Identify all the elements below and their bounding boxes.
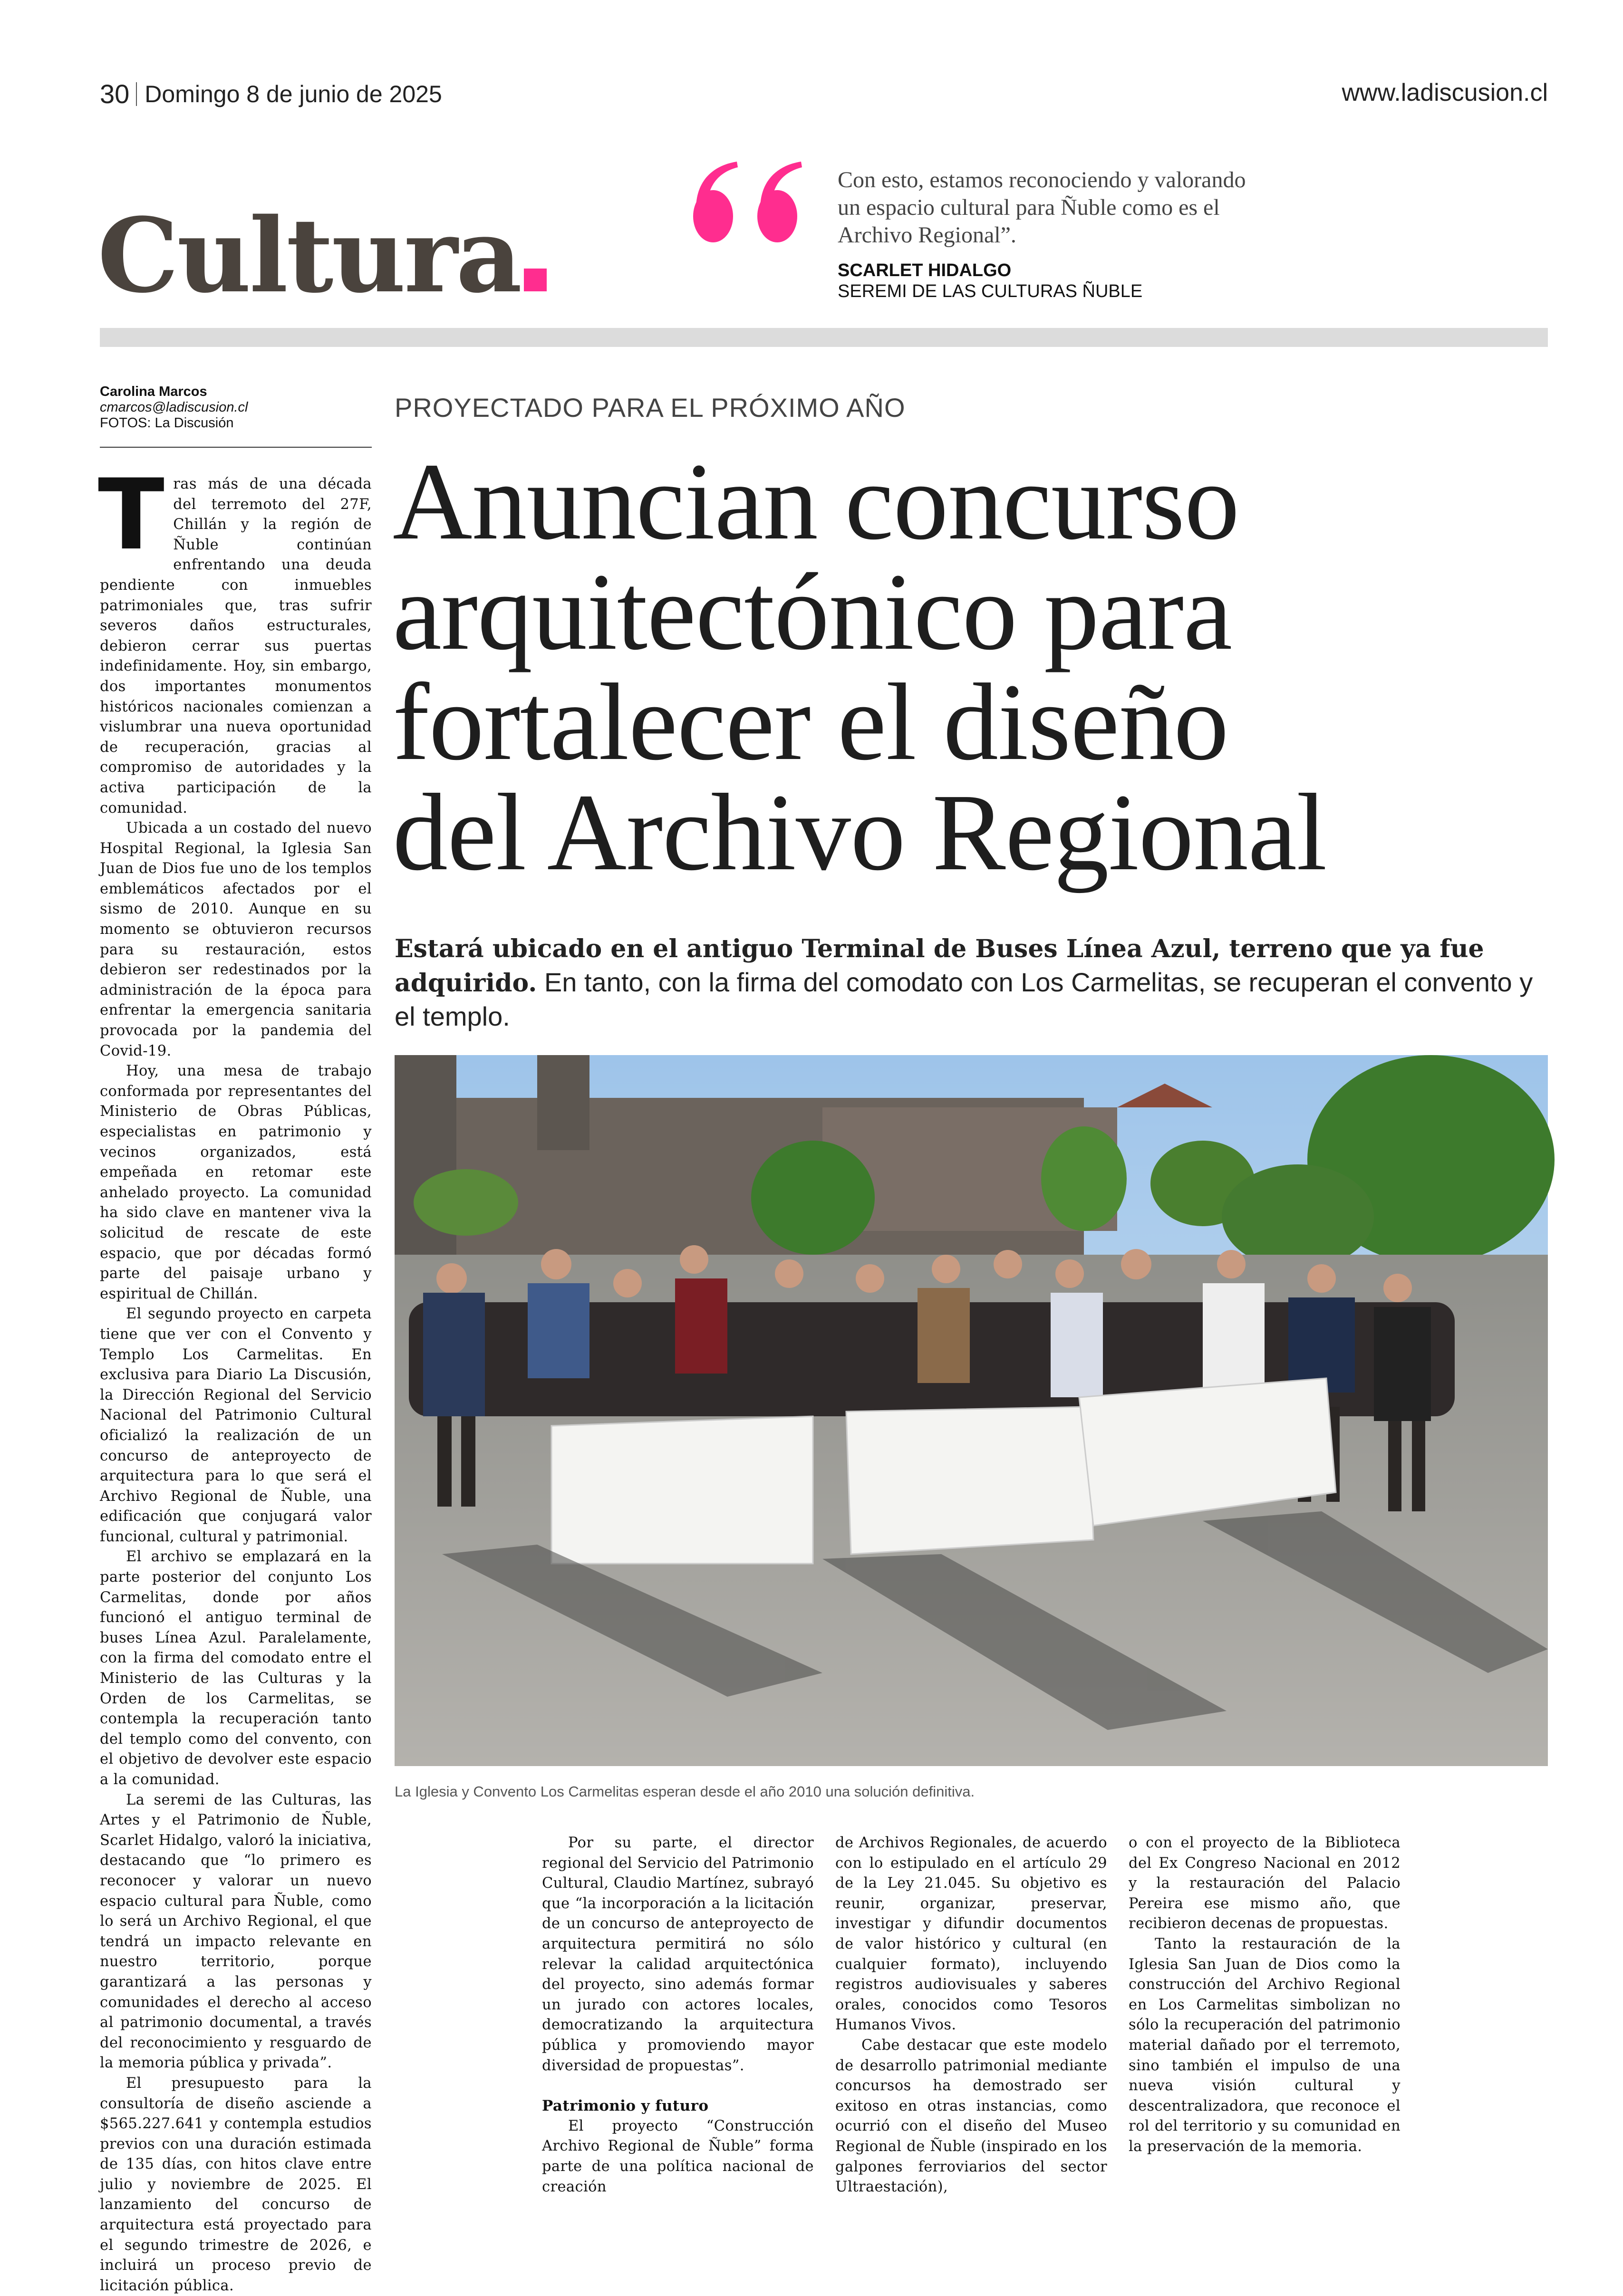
section-title — [97, 195, 547, 316]
article-headline — [393, 441, 1543, 893]
quote-marks-icon — [689, 157, 818, 242]
article-paragraph: o con el proyecto de la Biblioteca del Ex Congreso Nacional en 2012 y la restauración del Palacio Pereira ese mismo año, que recibieron decenas de propuestas. — [1129, 1835, 1401, 1932]
section-divider-bar — [100, 328, 1548, 347]
article-paragraph: Ubicada a un costado del nuevo Hospital Regional, la Iglesia San Juan de Dios fue uno de los templos emblemáticos afectados por el sismo de 2010. Aunque en su momento se obtuvieron recursos para su restauración, estos debieron ser redestinados por la administración de la época para enfrentar la emergencia sanitaria provocada por la pandemia del Covid-19. — [100, 820, 372, 1059]
page-number: 30 — [100, 79, 130, 109]
article-paragraph: El proyecto “Construcción Archivo Regional de Ñuble” forma parte de una política nacional de creación — [542, 2117, 814, 2195]
article-photo — [395, 1055, 1548, 1766]
article-column-1 — [98, 459, 372, 2296]
article-column-4 — [1129, 1833, 1401, 2157]
headline-line: Anuncian concurso — [393, 441, 1239, 563]
article-column-2 — [542, 1833, 814, 2197]
author-name: Carolina Marcos — [100, 384, 207, 399]
article-paragraph — [98, 459, 372, 818]
section-title-text: Cultura — [97, 195, 521, 316]
article-column-3 — [835, 1833, 1107, 2198]
byline-rule — [100, 447, 372, 448]
byline — [100, 384, 372, 431]
folio-divider — [136, 82, 137, 106]
author-email[interactable]: cmarcos@ladiscusion.cl — [100, 400, 248, 415]
issue-date: Domingo 8 de junio de 2025 — [145, 80, 442, 107]
headline-line: arquitectónico para — [393, 551, 1232, 673]
article-paragraph: El presupuesto para la consultoría de diseño asciende a $565.227.641 y contempla estudios previos con una duración estimada de 135 días, con hitos clave entre julio y noviembre de 2025. El lanzamiento del concurso de arquitectura está proyectado para el segundo trimestre de 2026, e incluirá un proceso previo de licitación pública. — [100, 2075, 372, 2294]
photo-credit: FOTOS: La Discusión — [100, 415, 234, 431]
website-link[interactable]: www.ladiscusion.cl — [1342, 79, 1548, 106]
pull-quote-name: SCARLET HIDALGO — [838, 260, 1012, 280]
pull-quote-text: Con esto, estamos reconociendo y valorando un espacio cultural para Ñuble como es el Archivo Regional”. — [838, 167, 1246, 248]
pull-quote-role: SEREMI DE LAS CULTURAS ÑUBLE — [838, 281, 1143, 301]
deck-text: En tanto, con la firma del comodato con Los Carmelitas, se recuperan el convento y el templo. — [395, 967, 1533, 1031]
article-paragraph: Cabe destacar que este modelo de desarrollo patrimonial mediante concursos ha demostrado ser exitoso en otras instancias, como ocurrió con el diseño del Museo Regional de Ñuble (inspirado en los galpones ferroviarios del sector Ultraestación), — [835, 2037, 1107, 2196]
paragraph-text: ras más de una década del terremoto del 27F, Chillán y la región de Ñuble continúan enfrentando una deuda pendiente con inmuebles patrimoniales que, tras sufrir severos daños estructurales, debieron cerrar sus puertas indefinidamente. Hoy, sin embargo, dos importantes monumentos históricos nacionales comienzan a vislumbrar una nueva oportunidad de recuperación, gracias al compromiso de autoridades y la activa participación de la comunidad. — [100, 476, 372, 817]
article-deck — [395, 932, 1548, 1033]
headline-line: del Archivo Regional — [393, 771, 1327, 893]
article-paragraph: de Archivos Regionales, de acuerdo con lo estipulado en el artículo 29 de la Ley 21.045. Su objetivo es reunir, organizar, preservar, investigar y difundir documentos de valor histórico y cultural (en cualquier formato), incluyendo registros audiovisuales y saberes orales, conocidos como Tesoros Humanos Vivos. — [835, 1835, 1107, 2034]
article-paragraph: Tanto la restauración de la Iglesia San Juan de Dios como la construcción del Archivo Regional en Los Carmelitas simbolizan no sólo la recuperación del patrimonio material dañado por el terremoto, sino también el impulso de una nueva visión cultural y descentralizadora, que reconoce el rol del territorio y su comunidad en la preservación de la memoria. — [1129, 1935, 1401, 2155]
headline-line: fortalecer el diseño — [393, 661, 1228, 783]
article-paragraph: La seremi de las Culturas, las Artes y el Patrimonio de Ñuble, Scarlet Hidalgo, valoró la iniciativa, destacando que “lo primero es reconocer y valorar un nuevo espacio cultural para Ñuble, como lo será un Archivo Regional, el que tendrá un impacto relevante en nuestro territorio, porque garantizará a las personas y comunidades el derecho al acceso al patrimonio documental, a través del reconocimiento y resguardo de la memoria pública y privada”. — [100, 1791, 372, 2072]
article-paragraph: Hoy, una mesa de trabajo conformada por representantes del Ministerio de Obras Públicas, especialistas en patrimonio y vecinos organizados, está empeñada en retomar este anhelado proyecto. La comunidad ha sido clave en mantener viva la solicitud de rescate de este espacio, que por décadas formó parte del paisaje urbano y espiritual de Chillán. — [100, 1063, 372, 1302]
article-subhead: Patrimonio y futuro — [542, 2097, 709, 2115]
article-kicker: PROYECTADO PARA EL PRÓXIMO AÑO — [395, 393, 906, 423]
article-paragraph: Por su parte, el director regional del Servicio del Patrimonio Cultural, Claudio Martínez, subrayó que “la incorporación a la licitación de un concurso de anteproyecto de arquitectura permitirá no sólo relevar la calidad arquitectónica del proyecto, sino además formar un jurado con actores locales, democratizando la arquitectura pública y promoviendo mayor diversidad de propuestas”. — [542, 1835, 814, 2074]
drop-cap: T — [98, 459, 165, 572]
page-folio — [100, 78, 442, 109]
article-paragraph: El archivo se emplazará en la parte posterior del conjunto Los Carmelitas, donde por años funcionó el antiguo terminal de buses Línea Azul. Paralelamente, con la firma del comodato entre el Ministerio de las Culturas y la Orden de los Carmelitas, se contempla la recuperación tanto del templo como del convento, con el objetivo de devolver este espacio a la comunidad. — [100, 1548, 372, 1788]
article-paragraph: El segundo proyecto en carpeta tiene que ver con el Convento y Templo Los Carmelitas. En exclusiva para Diario La Discusión, la Dirección Regional del Servicio Nacional del Patrimonio Cultural oficializó la realización de un concurso de anteproyecto de arquitectura para lo que será el Archivo Regional de Ñuble, una edificación que conjugará valor funcional, cultural y patrimonial. — [100, 1306, 372, 1545]
photo-caption: La Iglesia y Convento Los Carmelitas esperan desde el año 2010 una solución definitiva. — [395, 1783, 975, 1800]
deck-bold: Estará ubicado en el antiguo Terminal de Buses Línea Azul, terreno que ya fue adquirido. — [395, 934, 1484, 998]
section-accent-dot — [524, 269, 547, 291]
